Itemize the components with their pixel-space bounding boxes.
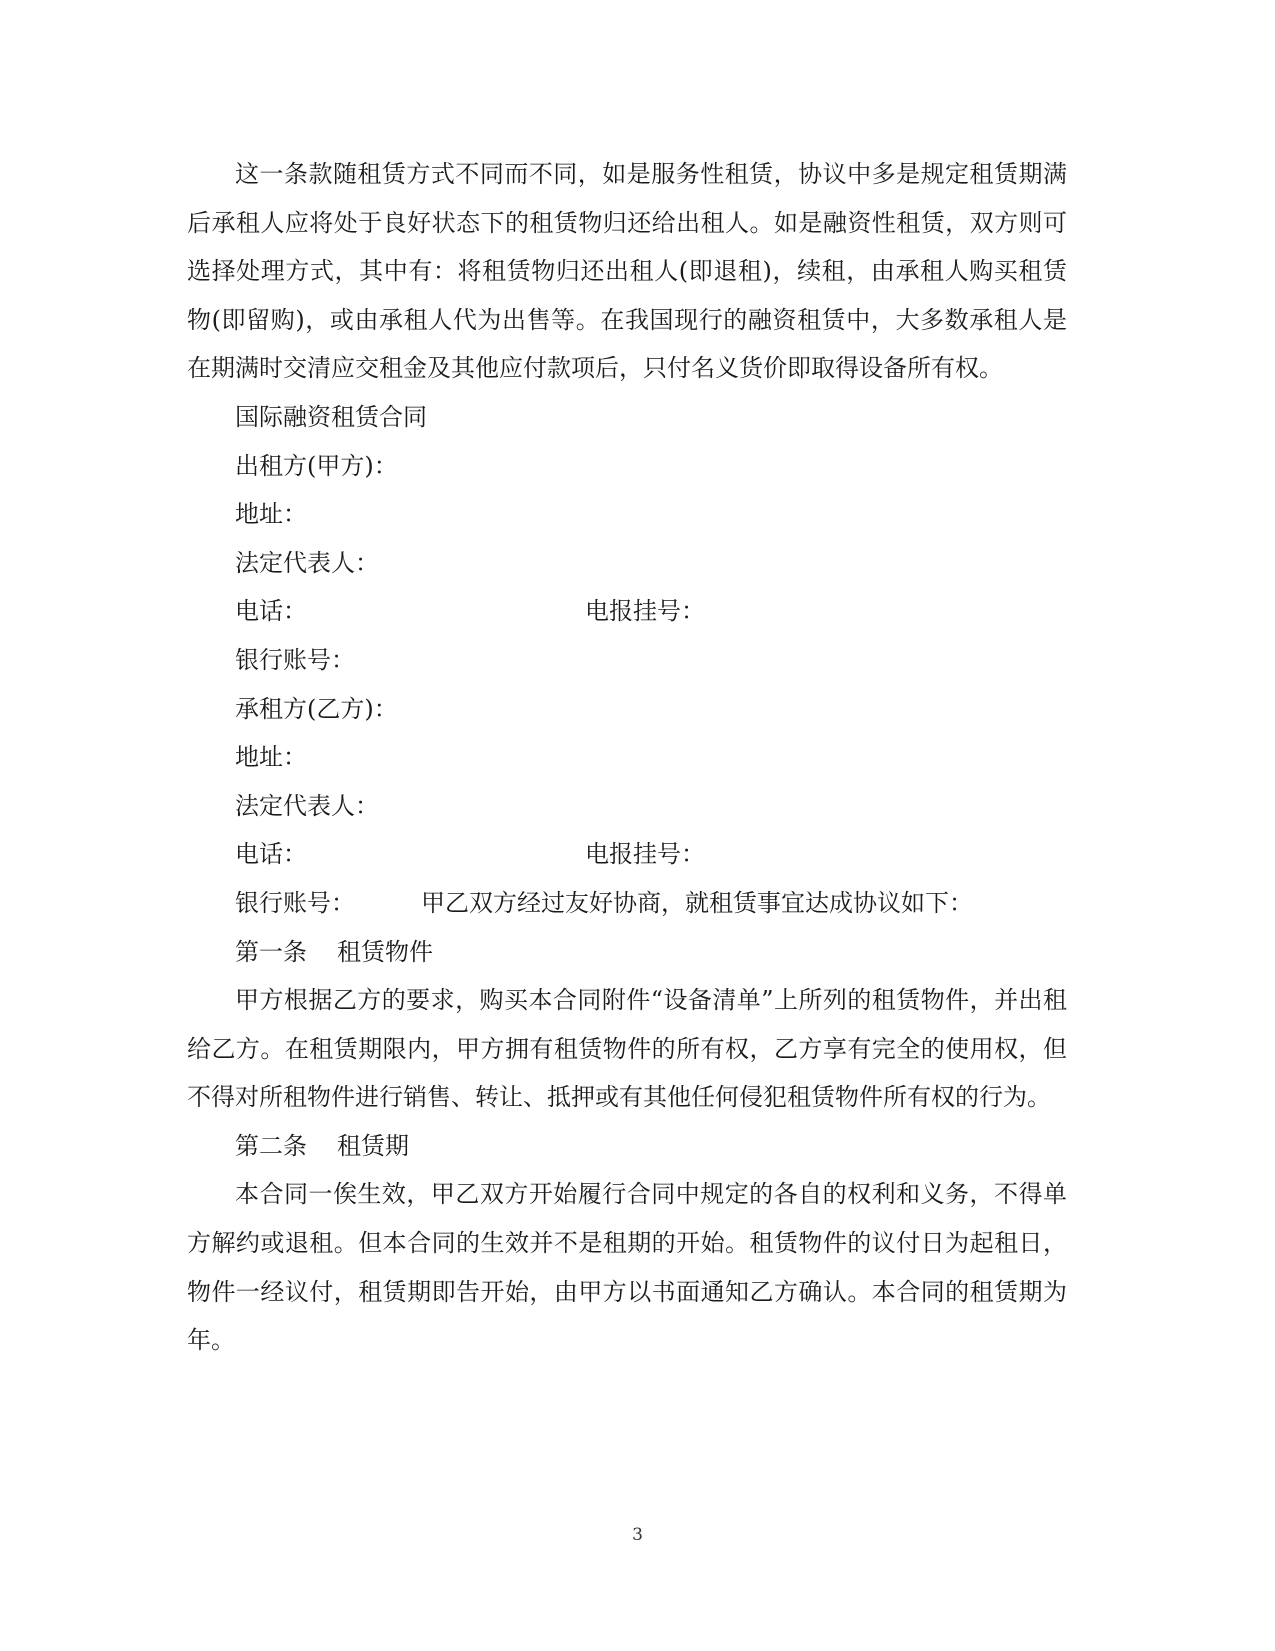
article-2-body: 本合同一俟生效，甲乙双方开始履行合同中规定的各自的权利和义务，不得单方解约或退租。但本合同的生效并不是租期的开始。租赁物件的议付日为起租日，物件一经议付，租赁期即告开始，由甲方以书面通知乙方确认。本合同的租赁期为年。 [187, 1180, 1067, 1355]
article-2-heading [187, 1122, 1067, 1171]
lessor-address-field: 地址： [235, 500, 307, 529]
lessee-telegraph-field: 电报挂号： [585, 840, 705, 869]
lessee-bank-account-field: 银行账号： [235, 888, 355, 917]
lessor-label: 出租方(甲方)： [235, 451, 398, 480]
article-1-body: 甲方根据乙方的要求，购买本合同附件“设备清单”上所列的租赁物件，并出租给乙方。在租赁期限内，甲方拥有租赁物件的所有权，乙方享有完全的使用权，但不得对所租物件进行销售、转让、抵押或有其他任何侵犯租赁物件所有权的行为。 [187, 986, 1067, 1112]
intro-paragraph: 这一条款随租赁方式不同而不同，如是服务性租赁，协议中多是规定租赁期满后承租人应将处于良好状态下的租赁物归还给出租人。如是融资性租赁，双方则可选择处理方式，其中有：将租赁物归还出租人(即退租)，续租，由承租人购买租赁物(即留购)，或由承租人代为出售等。在我国现行的融资租赁中，大多数承租人是在期满时交清应交租金及其他应付款项后，只付名义货价即取得设备所有权。 [187, 160, 1067, 383]
lessor-telegraph-field: 电报挂号： [585, 597, 705, 626]
contract-title: 国际融资租赁合同 [235, 402, 427, 431]
article-1-number: 第一条 [235, 937, 307, 966]
article-1-heading [187, 928, 1067, 977]
lessor-bank-account-field: 银行账号： [235, 645, 355, 674]
lessee-address-field: 地址： [235, 743, 307, 772]
article-2-number: 第二条 [235, 1131, 307, 1160]
article-1-title: 租赁物件 [337, 937, 433, 966]
lessor-phone-field: 电话： [235, 597, 307, 626]
article-2-title: 租赁期 [337, 1131, 409, 1160]
document-body [187, 150, 1067, 1365]
lessee-legal-rep-field: 法定代表人： [235, 791, 379, 820]
agreement-intro: 甲乙双方经过友好协商，就租赁事宜达成协议如下： [421, 888, 973, 917]
lessee-contact-row [187, 830, 1067, 879]
lessor-legal-rep-field: 法定代表人： [235, 548, 379, 577]
page-number: 3 [632, 1525, 643, 1545]
lessee-phone-field: 电话： [235, 840, 307, 869]
lessor-contact-row [187, 587, 1067, 636]
lessee-label: 承租方(乙方)： [235, 694, 398, 723]
lessee-bank-account-row [187, 879, 1067, 928]
